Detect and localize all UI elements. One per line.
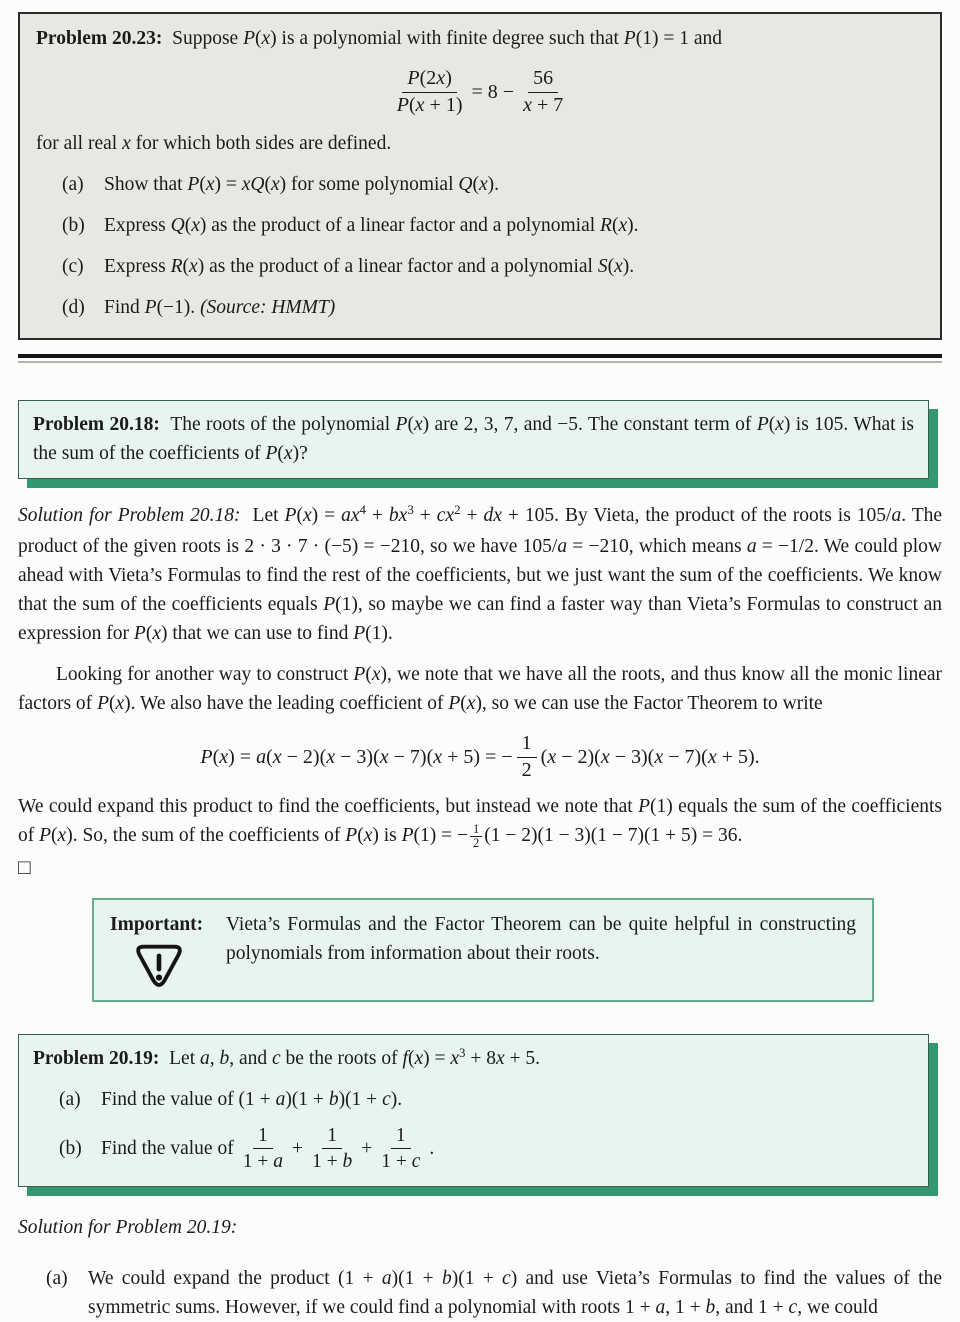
fraction-numerator: 1 <box>322 1124 342 1149</box>
item-label: (d) <box>62 297 85 319</box>
fraction-denominator: x + 7 <box>523 93 564 116</box>
problem-20-19-statement: Problem 20.19: Let a, b, and c be the roots of $f(x) = x^3 + 8x + 5$. <box>33 1046 540 1070</box>
fraction-denominator: 2 <box>473 836 480 851</box>
paragraph-text: We could expand this product to find the coefficients, but instead we note that P(1) equals the sum of the coefficients of P(x). So, the sum of the coefficients of P(x) is P(1) = − <box>18 796 943 847</box>
fraction <box>392 67 468 117</box>
fraction-denominator: P(x + 1) <box>396 93 463 116</box>
fraction-numerator: 1 <box>253 1124 273 1149</box>
fraction-denominator: 1 + c <box>381 1151 421 1173</box>
fraction <box>307 1124 357 1173</box>
problem-20-23-equation <box>36 67 924 117</box>
important-label: Important: <box>110 914 204 936</box>
important-text: Vieta’s Formulas and the Factor Theorem can be quite helpful in constructing polynomials from information about their roots. <box>226 914 856 965</box>
item-text: We could expand the product (1 + a)(1 + b)(1 + c) and use Vieta’s Formulas to find the values of the symmetric sums. However, if we could find a polynomial with roots 1 + a, 1 + b, and 1 + c, we could <box>88 1268 942 1319</box>
fraction <box>517 732 537 782</box>
plus-sign: + <box>361 1138 373 1160</box>
problem-item-a <box>59 1085 914 1114</box>
exclamation-warning-icon <box>134 942 184 990</box>
item-label: (a) <box>46 1268 68 1290</box>
item-lead-text: Find the value of <box>101 1138 234 1160</box>
solution-20-18-paragraph-1: Solution for Problem 20.18: Let $P(x) = ax^4 + bx^3 + cx^2$ + dx + 105. By Vieta, the product of the roots is 105/a. The product of the given roots is 2 · 3 · 7 · (−5) = −210, so we have 105/a = −210, which means a = −1/2. We could plow ahead with Vieta’s Formulas to find the rest of the coefficients, but we just want the sum of the coefficients. We know that the sum of the coefficients equals P(1), so maybe we can find a faster way than Vieta’s Formulas to construct an expression for P(x) that we can use to find P(1). <box>18 503 943 645</box>
problem-20-23-box <box>18 12 942 340</box>
item-text: Express Q(x) as the product of a linear factor and a polynomial R(x). <box>104 215 639 237</box>
problem-item-d <box>62 293 924 322</box>
fraction-denominator: 2 <box>521 758 532 781</box>
fraction-numerator: P(2x) <box>402 67 456 93</box>
period: . <box>429 1138 435 1160</box>
important-callout-box <box>92 898 874 1002</box>
solution-20-18-paragraph-2: Looking for another way to construct P(x), we note that we have all the roots, and thus know all the monic linear factors of P(x). We also have the leading coefficient of P(x), so we can use the Factor Theorem to write <box>18 664 943 715</box>
paragraph-text: (1 − 2)(1 − 3)(1 − 7)(1 + 5) = 36. <box>484 825 743 847</box>
important-label-column <box>110 910 208 990</box>
item-text: Find P(−1). (Source: HMMT) <box>104 297 336 319</box>
item-text: Show that P(x) = xQ(x) for some polynomial Q(x). <box>104 174 499 196</box>
section-divider-rule <box>18 354 942 363</box>
fraction <box>238 1124 288 1173</box>
end-of-proof-square: □ <box>18 855 31 880</box>
problem-20-18-box <box>18 400 929 479</box>
item-label: (c) <box>62 256 84 278</box>
item-text: Find the value of (1 + a)(1 + b)(1 + c). <box>101 1089 403 1111</box>
item-text: Express R(x) as the product of a linear factor and a polynomial S(x). <box>104 256 635 278</box>
problem-20-19-box <box>18 1034 929 1187</box>
problem-item-b <box>59 1124 914 1173</box>
fraction <box>376 1124 425 1173</box>
problem-20-18-statement: Problem 20.18: The roots of the polynomial P(x) are 2, 3, 7, and −5. The constant term of P(x) is 105. What is the sum of the coefficients of P(x)? <box>33 414 914 465</box>
solution-20-18-equation <box>18 732 942 782</box>
problem-item-c <box>62 252 924 281</box>
item-label: (b) <box>59 1138 82 1160</box>
plus-sign: + <box>291 1138 303 1160</box>
equation-left: P(x) = a(x − 2)(x − 3)(x − 7)(x + 5) = − <box>200 745 513 768</box>
item-label: (b) <box>62 215 85 237</box>
problem-20-23-statement: Problem 20.23: Suppose P(x) is a polynomial with finite degree such that P(1) = 1 and <box>36 28 722 49</box>
solution-item-a <box>46 1264 942 1322</box>
fraction-numerator: 1 <box>391 1124 411 1149</box>
equation-middle: = 8 − <box>471 80 515 103</box>
solution-20-18-paragraph-3 <box>18 792 942 851</box>
fraction-numerator: 1 <box>517 732 537 758</box>
item-text <box>101 1124 914 1173</box>
fraction-numerator: 56 <box>528 67 558 93</box>
equation-right: (x − 2)(x − 3)(x − 7)(x + 5). <box>540 745 760 768</box>
fraction <box>518 67 568 117</box>
fraction-denominator: 1 + a <box>242 1151 283 1173</box>
fraction-denominator: 1 + b <box>311 1151 353 1173</box>
fraction <box>470 823 482 852</box>
item-label: (a) <box>59 1089 81 1111</box>
problem-20-23-condition: for all real x for which both sides are defined. <box>36 133 392 155</box>
item-label: (a) <box>62 174 84 196</box>
problem-item-b <box>62 211 924 240</box>
fraction-numerator: 1 <box>470 823 482 838</box>
problem-item-a <box>62 170 924 199</box>
solution-20-19-heading: Solution for Problem 20.19: <box>18 1217 238 1239</box>
